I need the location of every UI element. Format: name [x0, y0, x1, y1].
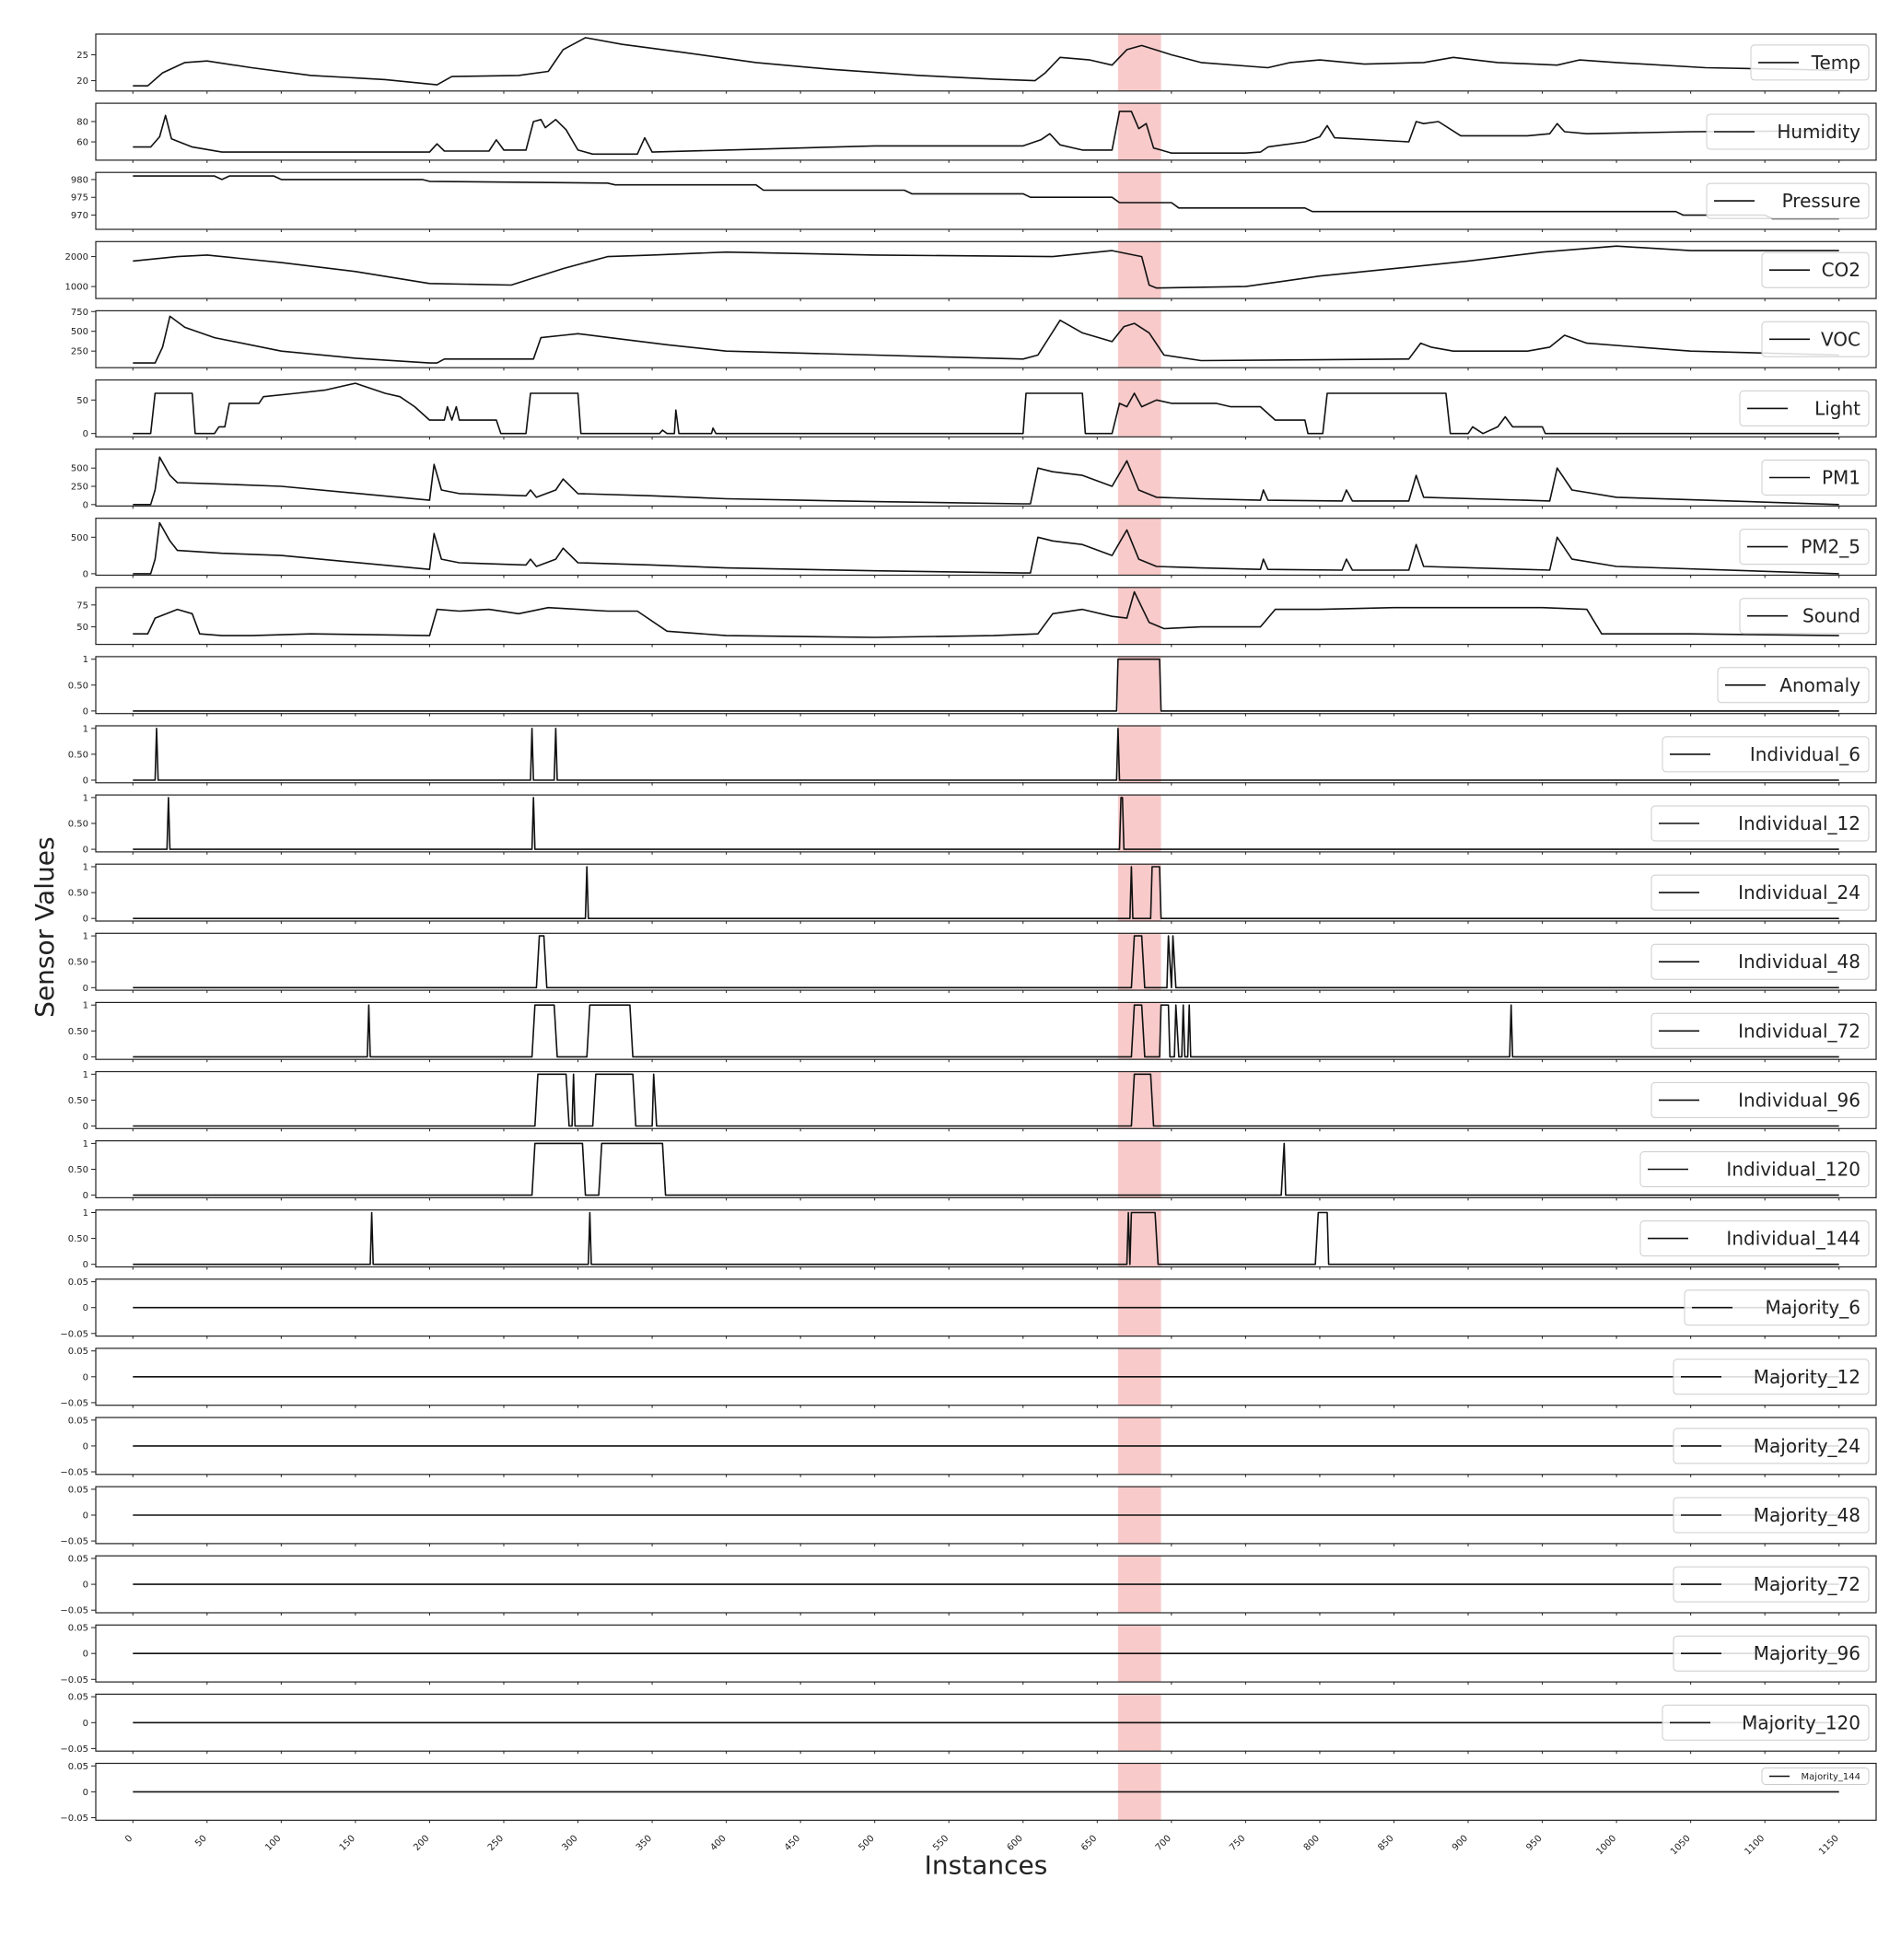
y-tick-label: 50	[76, 395, 88, 406]
y-tick-label: 0	[82, 1052, 88, 1063]
y-tick-label: 0	[82, 1511, 88, 1522]
y-tick-label: 25	[76, 50, 88, 61]
y-tick-label: 2000	[64, 252, 88, 263]
legend-label: VOC	[1820, 328, 1860, 351]
anomaly-highlight-band	[1118, 1002, 1161, 1059]
y-tick-label: 20	[76, 76, 88, 88]
legend-label: Individual_6	[1749, 742, 1860, 765]
panel-frame	[96, 726, 1876, 783]
x-tick-label: 0	[123, 1833, 135, 1845]
y-tick-label: −0.05	[60, 1536, 88, 1547]
anomaly-highlight-band	[1118, 726, 1161, 783]
anomaly-highlight-band	[1118, 1141, 1161, 1198]
panel-frame	[96, 172, 1876, 229]
y-tick-label: 0	[82, 569, 88, 580]
y-tick-label: 1	[82, 1069, 88, 1080]
legend-label: Majority_96	[1753, 1642, 1860, 1665]
y-tick-label: −0.05	[60, 1813, 88, 1824]
y-tick-label: 1	[82, 931, 88, 942]
legend-label: Individual_12	[1738, 812, 1860, 834]
anomaly-highlight-band	[1118, 933, 1161, 990]
x-tick-label: 550	[931, 1833, 951, 1853]
legend-label: Individual_144	[1726, 1227, 1860, 1250]
legend-label: Anomaly	[1779, 673, 1860, 696]
legend-label: Individual_96	[1738, 1089, 1860, 1112]
anomaly-highlight-band	[1118, 519, 1161, 576]
x-tick-label: 500	[857, 1833, 877, 1853]
x-tick-label: 1100	[1743, 1833, 1767, 1858]
x-tick-label: 450	[782, 1833, 803, 1853]
y-tick-label: 500	[70, 532, 88, 543]
y-tick-label: 0.05	[67, 1554, 88, 1565]
y-tick-label: 0	[82, 776, 88, 787]
x-tick-label: 150	[337, 1833, 358, 1853]
y-tick-label: 250	[70, 482, 88, 493]
y-tick-label: 0.50	[67, 1026, 88, 1037]
anomaly-highlight-band	[1118, 310, 1161, 368]
anomaly-highlight-band	[1118, 172, 1161, 229]
x-tick-label: 850	[1376, 1833, 1396, 1853]
x-tick-label: 600	[1005, 1833, 1025, 1853]
y-tick-label: 0.50	[67, 681, 88, 692]
panel-frame	[96, 657, 1876, 714]
panel-majority-12	[60, 1347, 1876, 1408]
y-tick-label: 0.50	[67, 1095, 88, 1106]
y-tick-label: 1	[82, 793, 88, 804]
y-tick-label: 0	[82, 1121, 88, 1132]
y-tick-label: 0	[82, 706, 88, 718]
panel-temp	[76, 34, 1876, 94]
panel-frame	[96, 449, 1876, 507]
y-tick-label: 0.05	[67, 1761, 88, 1772]
y-tick-label: −0.05	[60, 1329, 88, 1340]
panel-frame	[96, 795, 1876, 852]
series-line-individual-24	[133, 867, 1838, 918]
y-tick-label: 0	[82, 1191, 88, 1202]
panel-frame	[96, 1141, 1876, 1198]
y-tick-label: 0.05	[67, 1278, 88, 1289]
series-line-pm1	[133, 457, 1838, 505]
legend-label: Temp	[1811, 51, 1860, 74]
y-tick-label: 0.50	[67, 957, 88, 968]
y-tick-label: 0	[82, 1372, 88, 1383]
series-line-humidity	[133, 111, 1838, 154]
panel-humidity	[76, 103, 1876, 163]
y-tick-label: 0	[82, 1787, 88, 1798]
y-tick-label: 500	[70, 327, 88, 338]
series-line-individual-48	[133, 936, 1838, 987]
y-tick-label: 50	[76, 623, 88, 634]
panel-individual-144	[68, 1208, 1876, 1270]
legend-label: Light	[1814, 397, 1860, 420]
y-tick-label: 1	[82, 1000, 88, 1011]
panel-co2	[65, 241, 1876, 301]
y-tick-label: 80	[76, 117, 88, 128]
y-tick-label: 1	[82, 862, 88, 873]
y-tick-label: 750	[70, 307, 88, 318]
legend-label: Majority_48	[1753, 1504, 1860, 1526]
panel-frame	[96, 380, 1876, 438]
y-tick-label: 0	[82, 1649, 88, 1660]
y-tick-label: 60	[76, 137, 88, 148]
y-tick-label: 0	[82, 914, 88, 925]
panel-frame	[96, 864, 1876, 921]
y-axis-label: Sensor Values	[29, 836, 60, 1018]
x-tick-label: 750	[1228, 1833, 1248, 1853]
panel-anomaly	[68, 655, 1876, 717]
panel-voc	[71, 308, 1876, 370]
legend-label: PM2_5	[1801, 535, 1860, 558]
legend-label: Majority_120	[1742, 1711, 1860, 1734]
legend-label: PM1	[1821, 466, 1860, 489]
y-tick-label: 0	[82, 1441, 88, 1452]
panel-frame	[96, 1002, 1876, 1059]
legend-label: Individual_48	[1738, 951, 1860, 974]
x-tick-label: 1000	[1594, 1833, 1619, 1858]
panel-frame	[96, 1072, 1876, 1129]
series-line-light	[133, 383, 1838, 434]
x-tick-label: 250	[485, 1833, 507, 1853]
y-tick-label: 0.50	[67, 750, 88, 761]
legend-label: Majority_144	[1801, 1772, 1860, 1782]
x-tick-label: 350	[634, 1833, 655, 1853]
x-tick-label: 300	[560, 1833, 580, 1853]
y-tick-label: 250	[70, 346, 88, 357]
anomaly-highlight-band	[1118, 380, 1161, 438]
y-tick-label: −0.05	[60, 1467, 88, 1478]
x-tick-label: 650	[1079, 1833, 1100, 1853]
y-tick-label: −0.05	[60, 1605, 88, 1616]
panel-individual-72	[68, 1001, 1876, 1063]
y-tick-label: 0	[82, 1580, 88, 1591]
y-tick-label: 980	[70, 175, 88, 186]
y-tick-label: 0.50	[67, 888, 88, 899]
x-tick-label: 50	[193, 1833, 209, 1849]
y-tick-label: 970	[70, 211, 88, 222]
series-line-individual-72	[133, 1005, 1838, 1056]
panel-frame	[96, 933, 1876, 990]
anomaly-highlight-band	[1118, 34, 1161, 91]
y-tick-label: 1000	[64, 282, 88, 293]
anomaly-highlight-band	[1118, 1072, 1161, 1129]
series-line-individual-144	[133, 1213, 1838, 1265]
y-tick-label: 1	[82, 655, 88, 666]
series-line-anomaly	[133, 659, 1838, 711]
y-tick-label: 0	[82, 845, 88, 856]
anomaly-highlight-band	[1118, 588, 1161, 645]
x-tick-label: 1050	[1668, 1833, 1693, 1858]
series-line-individual-96	[133, 1074, 1838, 1126]
panel-individual-6	[68, 724, 1876, 786]
panel-individual-12	[68, 793, 1876, 855]
panel-individual-24	[68, 863, 1876, 925]
y-tick-label: −0.05	[60, 1744, 88, 1755]
y-tick-label: 0.50	[67, 1165, 88, 1175]
panel-light	[76, 380, 1876, 440]
panel-majority-96	[60, 1624, 1876, 1686]
panel-pm1	[71, 449, 1876, 511]
panel-individual-120	[68, 1139, 1876, 1201]
series-line-co2	[133, 246, 1838, 288]
panel-frame	[96, 241, 1876, 298]
panel-pm2-5	[71, 519, 1876, 580]
series-line-pm2-5	[133, 523, 1838, 574]
y-tick-label: 0.05	[67, 1485, 88, 1496]
panel-majority-72	[60, 1555, 1876, 1616]
series-line-sound	[133, 592, 1838, 637]
y-tick-label: 0.05	[67, 1416, 88, 1427]
x-tick-label: 900	[1450, 1833, 1471, 1853]
legend-label: CO2	[1821, 259, 1860, 282]
y-tick-label: 0.05	[67, 1347, 88, 1358]
legend-label: Majority_72	[1753, 1573, 1860, 1596]
panel-sound	[76, 588, 1876, 648]
y-tick-label: 1	[82, 1138, 88, 1149]
y-tick-label: 500	[70, 463, 88, 474]
y-tick-label: 0	[82, 1718, 88, 1729]
x-tick-label: 100	[263, 1833, 284, 1853]
series-line-voc	[133, 316, 1838, 363]
series-line-pressure	[133, 176, 1838, 218]
x-tick-label: 200	[412, 1833, 432, 1853]
y-tick-label: 0	[82, 1303, 88, 1314]
y-tick-label: 0	[82, 429, 88, 440]
legend-label: Individual_24	[1738, 881, 1860, 904]
y-tick-label: 0	[82, 500, 88, 511]
x-tick-label: 800	[1301, 1833, 1323, 1853]
anomaly-highlight-band	[1118, 449, 1161, 507]
y-tick-label: 0	[82, 1260, 88, 1271]
y-tick-label: −0.05	[60, 1398, 88, 1409]
legend-label: Humidity	[1777, 121, 1860, 143]
y-tick-label: 75	[76, 601, 88, 612]
x-tick-label: 1150	[1817, 1833, 1841, 1858]
series-line-individual-12	[133, 798, 1838, 849]
series-line-individual-120	[133, 1143, 1838, 1195]
x-tick-label: 700	[1153, 1833, 1173, 1853]
y-tick-label: 0.05	[67, 1692, 88, 1703]
panel-majority-120	[60, 1693, 1876, 1755]
anomaly-highlight-band	[1118, 1210, 1161, 1267]
legend-label: Majority_24	[1753, 1434, 1860, 1457]
anomaly-highlight-band	[1118, 657, 1161, 714]
panel-majority-6	[60, 1278, 1876, 1339]
anomaly-highlight-band	[1118, 241, 1161, 298]
legend-label: Sound	[1802, 604, 1860, 627]
legend-label: Majority_6	[1765, 1296, 1860, 1319]
panel-majority-24	[60, 1416, 1876, 1477]
y-tick-label: 0.50	[67, 819, 88, 830]
legend-label: Individual_72	[1738, 1020, 1860, 1043]
series-line-individual-6	[133, 729, 1838, 780]
panel-frame	[96, 1210, 1876, 1267]
legend-label: Individual_120	[1726, 1158, 1860, 1181]
anomaly-highlight-band	[1118, 864, 1161, 921]
y-tick-label: 975	[70, 192, 88, 204]
legend-label: Pressure	[1781, 190, 1860, 213]
y-tick-label: 1	[82, 1208, 88, 1219]
panel-individual-96	[68, 1070, 1876, 1132]
x-tick-label: 950	[1524, 1833, 1545, 1853]
panel-pressure	[71, 172, 1876, 232]
y-tick-label: 0.50	[67, 1234, 88, 1245]
y-tick-label: 0.05	[67, 1623, 88, 1634]
series-line-temp	[133, 38, 1838, 86]
y-tick-label: 1	[82, 724, 88, 735]
legend-label: Majority_12	[1753, 1365, 1860, 1388]
panel-frame	[96, 519, 1876, 576]
y-tick-label: 0	[82, 983, 88, 994]
y-tick-label: −0.05	[60, 1674, 88, 1686]
panel-majority-48	[60, 1485, 1876, 1546]
x-tick-label: 400	[708, 1833, 729, 1853]
panel-individual-48	[68, 932, 1876, 994]
panel-majority-144	[60, 1762, 1876, 1824]
x-axis-label: Instances	[924, 1849, 1048, 1881]
